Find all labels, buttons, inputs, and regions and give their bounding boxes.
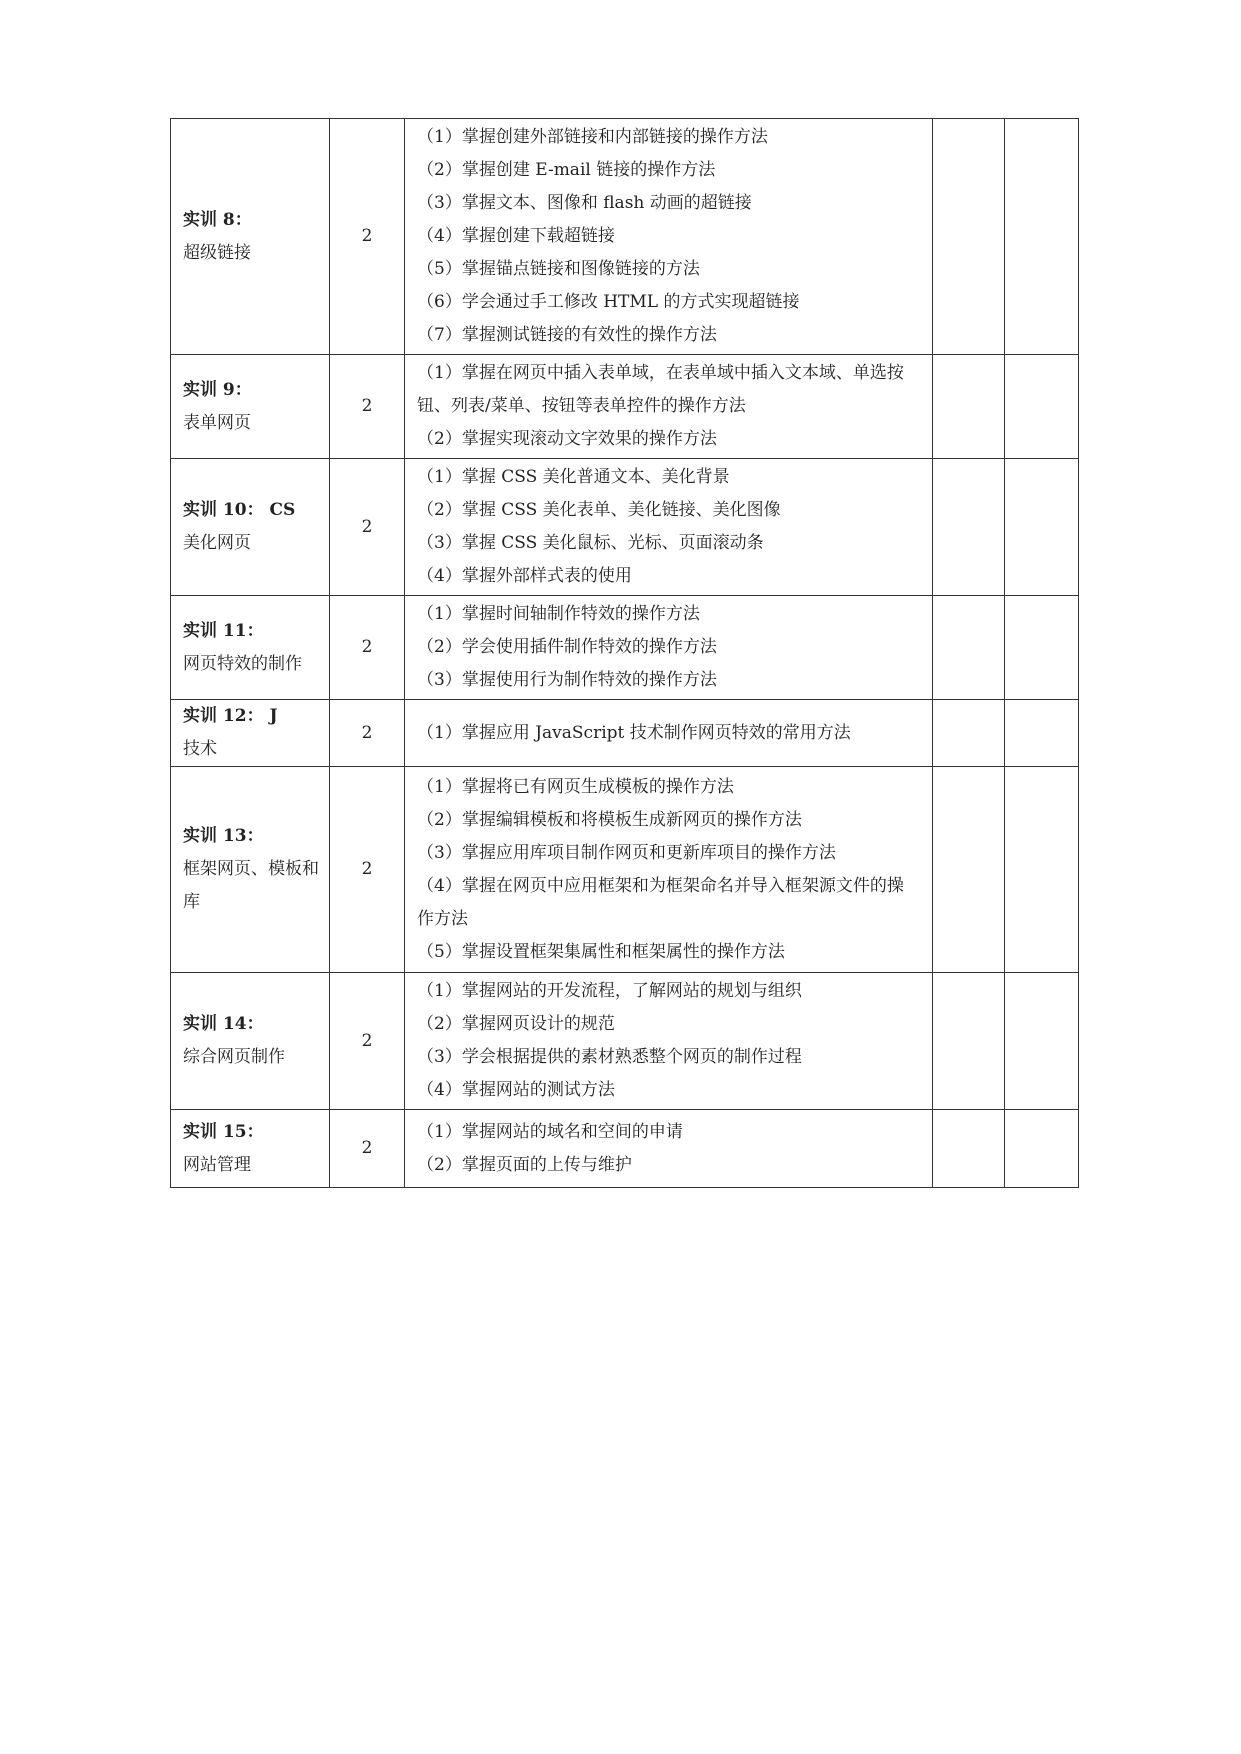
- training-hours: 2: [330, 973, 405, 1110]
- training-name-cell: [171, 973, 330, 1110]
- training-subtitle: 表单网页: [183, 412, 251, 433]
- training-name-cell: [171, 700, 330, 767]
- list-item: （7）掌握测试链接的有效性的操作方法: [417, 325, 717, 345]
- list-item: （4）掌握外部样式表的使用: [417, 566, 632, 586]
- training-subtitle: 网页特效的制作: [183, 653, 302, 674]
- training-content-cell: [405, 973, 933, 1110]
- training-title: 实训 12： J: [183, 706, 278, 726]
- blank-cell: [1005, 767, 1079, 973]
- training-subtitle: 超级链接: [183, 242, 251, 263]
- list-item: （2）学会使用插件制作特效的操作方法: [417, 637, 717, 657]
- list-item: （2）掌握 CSS 美化表单、美化链接、美化图像: [417, 500, 781, 520]
- blank-cell: [1005, 355, 1079, 459]
- list-item: （2）掌握网页设计的规范: [417, 1014, 615, 1034]
- list-item: （1）掌握将已有网页生成模板的操作方法: [417, 776, 734, 797]
- blank-cell: [1005, 596, 1079, 700]
- blank-cell: [933, 596, 1005, 700]
- training-content-cell: [405, 355, 933, 459]
- table-row-training-9: [171, 355, 1079, 459]
- syllabus-table: [170, 118, 1079, 1188]
- training-title: 实训 8：: [183, 209, 252, 230]
- training-hours: 2: [330, 1110, 405, 1188]
- list-item: （3）学会根据提供的素材熟悉整个网页的制作过程: [417, 1047, 802, 1067]
- training-name-cell: [171, 355, 330, 459]
- list-item: （1）掌握在网页中插入表单域，在表单域中插入文本域、单选按钮、列表/菜单、按钮等表单控件的操作方法: [417, 363, 904, 416]
- list-item: （2）掌握页面的上传与维护: [417, 1154, 632, 1175]
- training-hours: 2: [330, 119, 405, 355]
- training-hours: 2: [330, 355, 405, 459]
- training-title: 实训 13：: [183, 826, 264, 846]
- list-item: （5）掌握设置框架集属性和框架属性的操作方法: [417, 941, 785, 962]
- training-subtitle: 综合网页制作: [183, 1047, 285, 1067]
- table-row-training-11: [171, 596, 1079, 700]
- blank-cell: [933, 700, 1005, 767]
- training-content-cell: [405, 767, 933, 973]
- list-item: （3）掌握使用行为制作特效的操作方法: [417, 670, 717, 690]
- table-row-training-8: [171, 119, 1079, 355]
- table-row-training-13: [171, 767, 1079, 973]
- training-subtitle: 网站管理: [183, 1154, 251, 1175]
- table-row-training-10: [171, 459, 1079, 596]
- list-item: （4）掌握网站的测试方法: [417, 1080, 615, 1100]
- training-title: 实训 10： CS: [183, 500, 296, 520]
- blank-cell: [933, 459, 1005, 596]
- training-content-cell: [405, 1110, 933, 1188]
- list-item: （1）掌握创建外部链接和内部链接的操作方法: [417, 127, 768, 147]
- training-content-cell: [405, 459, 933, 596]
- training-hours: 2: [330, 700, 405, 767]
- training-name-cell: [171, 596, 330, 700]
- table-row-training-12: [171, 700, 1079, 767]
- list-item: （1）掌握网站的开发流程，了解网站的规划与组织: [417, 981, 802, 1001]
- training-title: 实训 14：: [183, 1014, 264, 1034]
- training-name-cell: [171, 767, 330, 973]
- list-item: （1）掌握网站的域名和空间的申请: [417, 1121, 683, 1142]
- training-hours: 2: [330, 459, 405, 596]
- training-title: 实训 9：: [183, 379, 252, 400]
- training-subtitle: 框架网页、模板和库: [183, 859, 319, 912]
- list-item: （1）掌握应用 JavaScript 技术制作网页特效的常用方法: [417, 722, 851, 743]
- list-item: （6）学会通过手工修改 HTML 的方式实现超链接: [417, 292, 800, 312]
- blank-cell: [1005, 459, 1079, 596]
- list-item: （4）掌握在网页中应用框架和为框架命名并导入框架源文件的操作方法: [417, 875, 904, 929]
- training-name-cell: [171, 1110, 330, 1188]
- list-item: （3）掌握应用库项目制作网页和更新库项目的操作方法: [417, 842, 836, 863]
- training-title: 实训 11：: [183, 620, 264, 641]
- blank-cell: [1005, 700, 1079, 767]
- list-item: （3）掌握文本、图像和 flash 动画的超链接: [417, 193, 752, 213]
- training-content-cell: [405, 596, 933, 700]
- list-item: （2）掌握编辑模板和将模板生成新网页的操作方法: [417, 809, 802, 830]
- list-item: （1）掌握时间轴制作特效的操作方法: [417, 604, 700, 624]
- blank-cell: [933, 767, 1005, 973]
- blank-cell: [1005, 973, 1079, 1110]
- training-title: 实训 15：: [183, 1121, 264, 1142]
- blank-cell: [933, 355, 1005, 459]
- table-row-training-15: [171, 1110, 1079, 1188]
- training-name-cell: [171, 459, 330, 596]
- blank-cell: [933, 1110, 1005, 1188]
- syllabus-table-body: [171, 119, 1079, 1188]
- blank-cell: [1005, 119, 1079, 355]
- list-item: （3）掌握 CSS 美化鼠标、光标、页面滚动条: [417, 533, 764, 553]
- training-content-cell: [405, 119, 933, 355]
- training-hours: 2: [330, 767, 405, 973]
- blank-cell: [1005, 1110, 1079, 1188]
- list-item: （2）掌握实现滚动文字效果的操作方法: [417, 429, 717, 449]
- list-item: （5）掌握锚点链接和图像链接的方法: [417, 259, 700, 279]
- list-item: （4）掌握创建下载超链接: [417, 226, 615, 246]
- list-item: （1）掌握 CSS 美化普通文本、美化背景: [417, 467, 730, 487]
- list-item: （2）掌握创建 E-mail 链接的操作方法: [417, 160, 716, 180]
- training-content-cell: [405, 700, 933, 767]
- training-subtitle: 美化网页: [183, 533, 251, 553]
- blank-cell: [933, 973, 1005, 1110]
- blank-cell: [933, 119, 1005, 355]
- training-hours: 2: [330, 596, 405, 700]
- table-row-training-14: [171, 973, 1079, 1110]
- training-name-cell: [171, 119, 330, 355]
- training-subtitle: 技术: [183, 739, 217, 759]
